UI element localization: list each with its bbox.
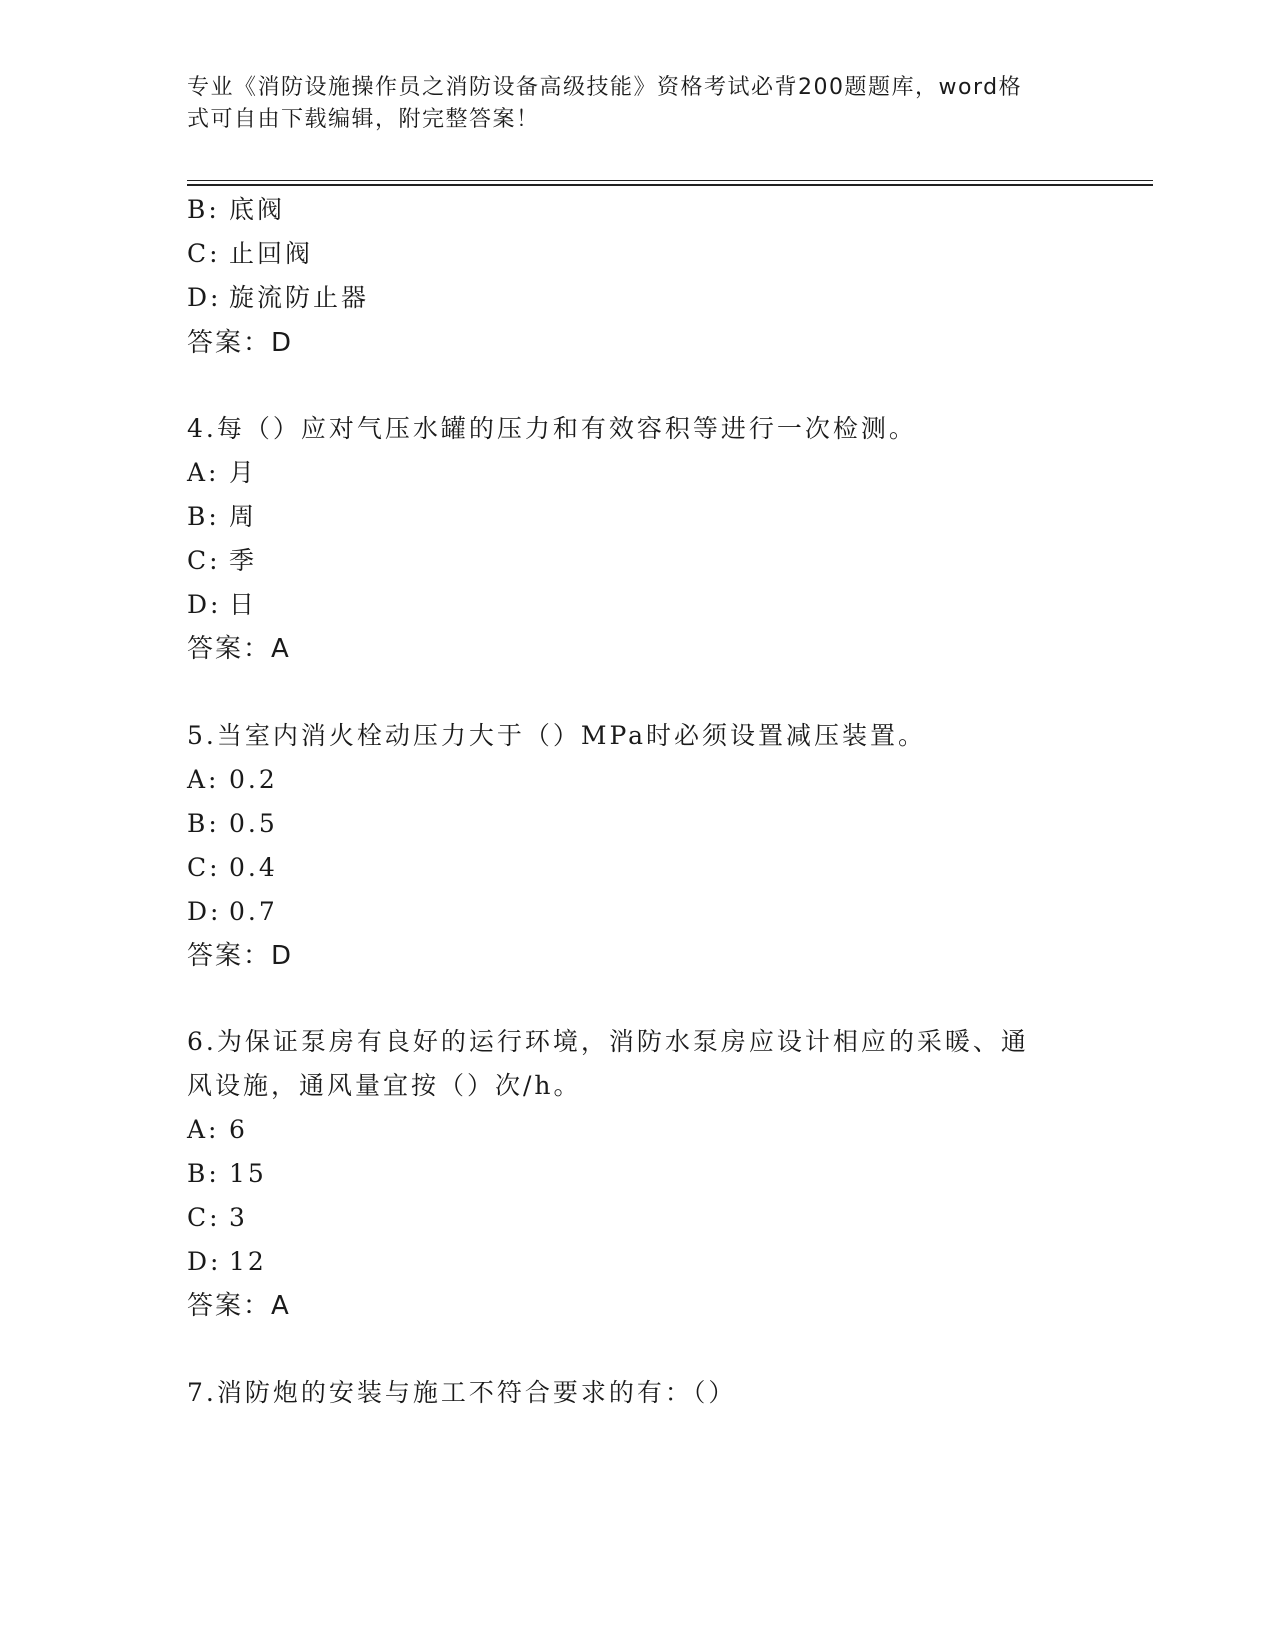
answer-line: 答案：D xyxy=(187,328,294,358)
option-b: B: 周 xyxy=(187,502,258,531)
question-stem-line-1: 6.为保证泵房有良好的运行环境，消防水泵房应设计相应的采暖、通 xyxy=(187,1027,1029,1056)
header-line-1: 专业《消防设施操作员之消防设备高级技能》资格考试必背200题题库，word格 xyxy=(187,75,1023,100)
answer-line: 答案：D xyxy=(187,941,294,971)
option-d: D: 12 xyxy=(187,1247,267,1276)
option-d: D: 日 xyxy=(187,590,258,619)
header-divider-thin xyxy=(187,180,1153,181)
option-a: A: 月 xyxy=(187,458,258,487)
option-c: C: 止回阀 xyxy=(187,239,314,268)
question-stem: 5.当室内消火栓动压力大于（）MPa时必须设置减压装置。 xyxy=(187,721,927,750)
header-line-2: 式可自由下载编辑，附完整答案！ xyxy=(187,107,540,132)
option-a: A: 6 xyxy=(187,1115,248,1144)
option-b: B: 0.5 xyxy=(187,809,278,838)
option-b: B: 15 xyxy=(187,1159,267,1188)
question-stem: 7.消防炮的安装与施工不符合要求的有：（） xyxy=(187,1378,737,1407)
option-b: B: 底阀 xyxy=(187,195,286,224)
option-c: C: 季 xyxy=(187,546,258,575)
answer-line: 答案：A xyxy=(187,1291,291,1321)
question-stem-line-2: 风设施，通风量宜按（）次/h。 xyxy=(187,1071,582,1100)
header-divider-thick xyxy=(187,184,1153,186)
option-c: C: 3 xyxy=(187,1203,248,1232)
option-c: C: 0.4 xyxy=(187,853,278,882)
answer-line: 答案：A xyxy=(187,634,291,664)
option-a: A: 0.2 xyxy=(187,765,278,794)
document-header xyxy=(187,72,1067,136)
option-d: D: 旋流防止器 xyxy=(187,283,370,312)
option-d: D: 0.7 xyxy=(187,897,278,926)
question-stem: 4.每（）应对气压水罐的压力和有效容积等进行一次检测。 xyxy=(187,414,917,443)
